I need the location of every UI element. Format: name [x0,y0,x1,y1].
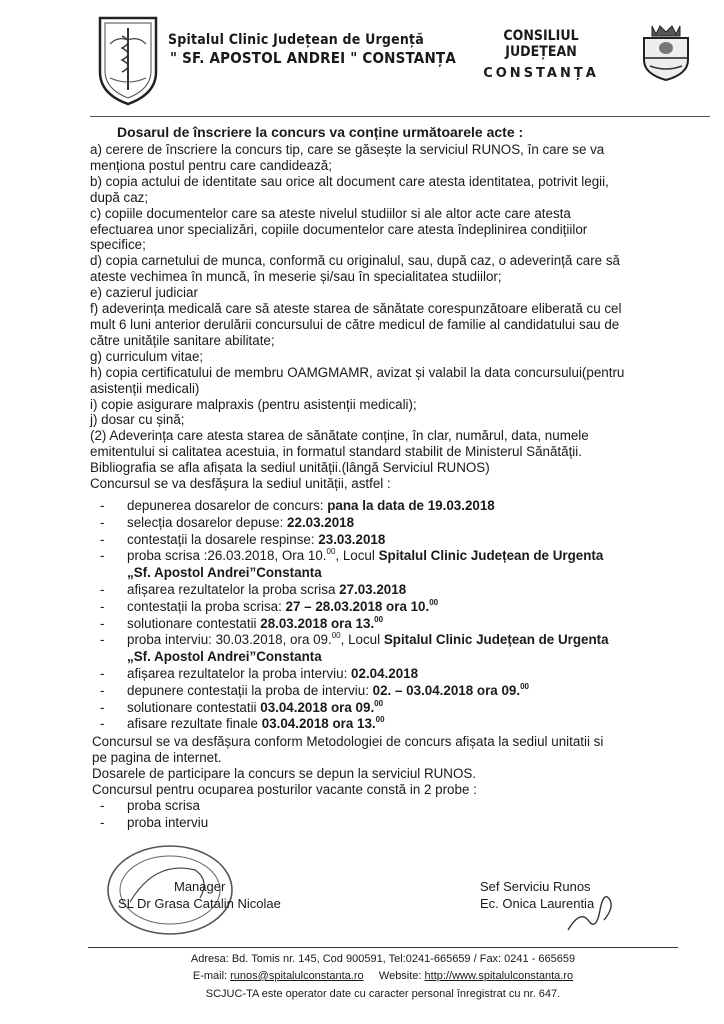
bullet-dash: - [100,814,105,830]
bullet-dash: - [100,514,105,530]
requirement-line: după caz; [90,189,149,205]
document-title: Dosarul de înscriere la concurs va conține următoarele acte : [117,124,524,140]
requirement-line: Bibliografia se afla afișata la sediul unității.(lângă Serviciul RUNOS) [90,460,490,476]
schedule-item-content [127,700,383,715]
time-minutes: 00 [374,698,384,708]
county-crest-icon [640,20,692,82]
schedule-item-content [127,498,495,513]
requirement-line: Concursul se va desfășura la sediul unității, astfel : [90,476,391,492]
schedule-item [100,582,720,599]
schedule-item [100,683,720,700]
email-link[interactable]: runos@spitalulconstanta.ro [230,970,364,982]
requirement-line: a) cerere de înscriere la concurs tip, care se găsește la serviciul RUNOS, în care se va [90,142,605,157]
schedule-bold: „Sf. Apostol Andrei”Constanta [127,649,322,665]
requirement-line: ateste vechimea în muncă, în meserie și/sau în specialitatea studiilor; [90,269,502,285]
requirement-line: c) copiile documentelor care sa ateste nivelul studiilor si ale altor acte care atesta [90,205,571,221]
schedule-item-content [127,666,418,681]
schedule-bold: 23.03.2018 [318,531,386,547]
schedule-item-content [127,565,322,580]
requirement-line: specifice; [90,237,146,253]
schedule-text: proba scrisa :26.03.2018, Ora 10. [127,548,327,564]
schedule-item-content [127,599,438,614]
schedule-item [100,532,720,549]
requirement-line: asistenții medicali) [90,380,200,396]
footer-address: Adresa: Bd. Tomis nr. 145, Cod 900591, Tel:0241-665659 / Fax: 0241 - 665659 [190,953,576,965]
bullet-dash: - [100,531,105,547]
requirement-line: d) copia carnetului de munca, conformă cu originalul, sau, după caz, o adeverință care să [90,253,620,269]
schedule-item [100,649,720,666]
requirement-line: mult 6 luni anterior derulării concursului de către medicul de familie al candidatului sau de [90,316,620,332]
schedule-text: contestații la proba scrisa: [127,598,286,614]
schedule-item-content [127,716,385,731]
schedule-text-2: , Locul [340,632,384,648]
requirement-line: h) copia certificatului de membru OAMGMAMR, avizat și valabil la data concursului(pentru [90,364,625,380]
schedule-bold: 28.03.2018 ora 13. [260,615,375,631]
bullet-dash: - [100,632,105,648]
bullet-dash: - [100,548,105,564]
bullet-dash: - [100,716,105,732]
footer-contact [88,970,678,983]
probe-label: proba scrisa [127,797,200,813]
schedule-bold: 22.03.2018 [287,514,355,530]
requirement-line: (2) Adeverința care atesta starea de sănătate conține, în clar, numărul, data, numele [90,428,589,444]
website-label: Website: [378,970,425,982]
schedule-item [100,616,720,633]
schedule-item-content [127,515,354,530]
schedule-text: solutionare contestatii [127,699,261,715]
closing-line: Concursul pentru ocuparea posturilor vacante constă in 2 probe : [92,781,477,797]
hospital-name-line1: Spitalul Clinic Județean de Urgență [168,32,424,48]
bullet-dash: - [100,498,105,513]
hospital-name-line2: " SF. APOSTOL ANDREI " CONSTANȚA [170,49,456,67]
schedule-text: afisare rezultate finale [127,716,262,732]
schedule-bold: 03.04.2018 ora 09. [260,699,375,715]
handwritten-signature-icon [560,880,620,940]
requirement-line: emitentului si calitatea acestuia, in formatul standard stabilit de Ministerul Sănătății. [90,444,582,460]
schedule-item-content [127,649,322,664]
schedule-item-content [127,683,529,698]
schedule-text: proba interviu: 30.03.2018, ora 09. [127,632,332,648]
council-name [466,28,616,81]
schedule-item [100,700,720,717]
schedule-text: selecția dosarelor depuse: [127,514,288,530]
schedule-list [92,498,720,831]
schedule-item-content [127,616,383,631]
time-minutes: 00 [331,631,341,641]
schedule-item [100,498,720,515]
schedule-text: contestații la dosarele respinse: [127,531,319,547]
council-name-line2: CONSTANȚA [483,66,599,81]
schedule-item-content [127,582,406,597]
footer-operator: SCJUC-TA este operator date cu caracter personal înregistrat cu nr. 647. [205,988,561,1000]
runos-name: Ec. Onica Laurentia [480,896,595,911]
schedule-item-content [127,532,385,547]
schedule-text: afișarea rezultatelor la proba scrisa [127,581,340,597]
schedule-bold: pana la data de 19.03.2018 [327,498,495,513]
requirement-line: g) curriculum vitae; [90,348,204,364]
bullet-dash: - [100,581,105,597]
bullet-dash: - [100,699,105,715]
time-minutes: 00 [374,614,384,624]
schedule-item [100,716,720,733]
bullet-dash: - [100,615,105,631]
schedule-text-2: , Locul [335,548,379,564]
schedule-bold: „Sf. Apostol Andrei”Constanta [127,565,322,581]
schedule-item [100,666,720,683]
requirement-line: efectuarea unor specializări, copiile documentelor care atesta îndeplinirea condițiilor [90,221,588,237]
schedule-text: depunere contestații la proba de interviu: [127,682,373,698]
council-name-line1: CONSILIUL JUDEȚEAN [503,28,579,60]
probe-item [100,798,720,815]
schedule-item-content [127,548,603,563]
schedule-item [100,515,720,532]
hospital-logo-icon [96,14,160,106]
manager-name: SL Dr Grasa Catalin Nicolae [118,896,281,911]
bullet-dash: - [100,598,105,614]
schedule-item [100,599,720,616]
probe-label: proba interviu [127,814,209,830]
closing-line: pe pagina de internet. [92,750,222,766]
schedule-bold: Spitalul Clinic Județean de Urgenta [383,632,609,648]
requirement-line: b) copia actului de identitate sau orice alt document care atesta identitatea, potrivit legii, [90,173,609,189]
schedule-bold: 02.04.2018 [351,665,419,681]
schedule-text: afișarea rezultatelor la proba interviu: [127,665,352,681]
schedule-item [100,632,720,649]
schedule-text: solutionare contestatii [127,615,261,631]
bullet-dash: - [100,682,105,698]
schedule-item [100,565,720,582]
time-minutes: 00 [326,547,336,557]
schedule-bold: 03.04.2018 ora 13. [261,716,376,732]
website-link[interactable]: http://www.spitalulconstanta.ro [424,970,574,982]
bullet-dash: - [100,797,105,813]
requirement-line: menționa postul pentru care candidează; [90,157,332,173]
schedule-bold: 27.03.2018 [339,581,407,597]
manager-signature-block [118,878,281,912]
closing-line: Dosarele de participare la concurs se depun la serviciul RUNOS. [92,765,477,781]
schedule-item-content [127,632,609,647]
bullet-dash: - [100,665,105,681]
footer-divider [88,947,678,948]
time-minutes: 00 [375,715,385,725]
closing-line: Concursul se va desfășura conform Metodologiei de concurs afișata la sediul unitatii si [92,734,604,750]
requirements-list [90,142,720,492]
requirement-line: i) copie asigurare malpraxis (pentru asistenții medicali); [90,396,417,412]
runos-title: Sef Serviciu Runos [480,879,591,894]
schedule-bold: 02. – 03.04.2018 ora 09. [372,682,521,698]
schedule-bold: 27 – 28.03.2018 ora 10. [285,598,430,614]
schedule-text: depunerea dosarelor de concurs: [127,498,328,513]
time-minutes: 00 [429,597,439,607]
manager-title: Manager [174,879,226,894]
requirement-line: f) adeverința medicală care să ateste starea de sănătate corespunzătoare eliberată cu cel [90,301,622,317]
hospital-name [168,31,456,67]
schedule-bold: Spitalul Clinic Județean de Urgenta [378,548,604,564]
requirement-line: e) cazierul judiciar [90,285,198,301]
header-divider [90,116,710,117]
requirement-line: către unitățile sanitare abilitate; [90,332,275,348]
schedule-item [100,548,720,565]
requirement-line: j) dosar cu șină; [90,412,185,428]
probe-item [100,815,720,832]
time-minutes: 00 [520,681,529,691]
email-label: E-mail: [192,970,231,982]
